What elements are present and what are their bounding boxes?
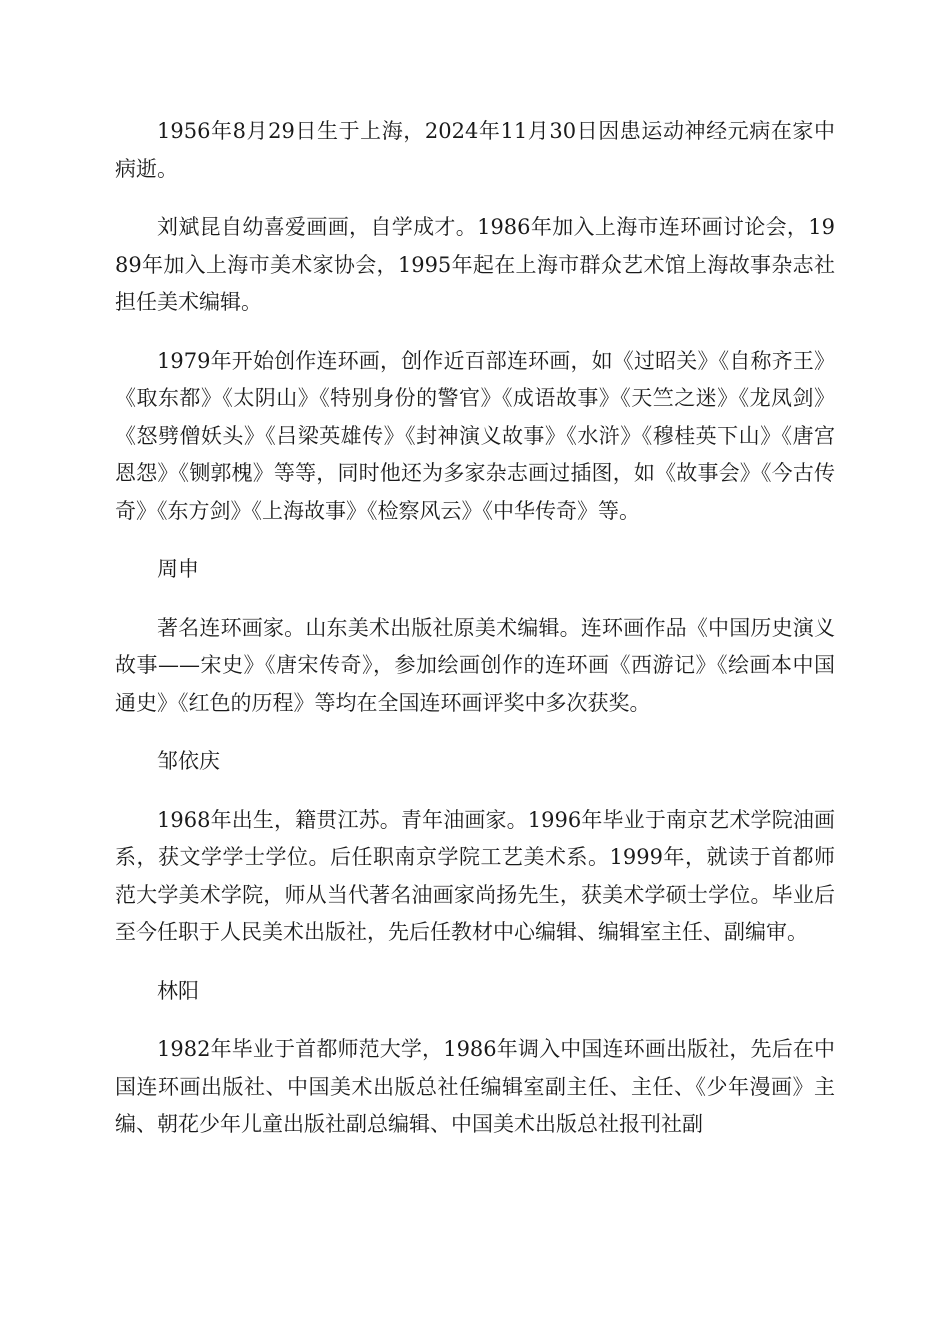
- artist-name-lin-yang: 林阳: [157, 978, 199, 1003]
- artist-name-zou-yiqing: 邹依庆: [157, 749, 220, 773]
- bio-paragraph-liu-binkun-career: 刘斌昆自幼喜爱画画，自学成才。1986年加入上海市连环画讨论会，1989年加入上海市美术家协会，1995年起在上海市群众艺术馆上海故事杂志社担任美术编辑。: [115, 215, 835, 314]
- bio-paragraph-liu-binkun-dates: 1956年8月29日生于上海，2024年11月30日因患运动神经元病在家中病逝。: [115, 119, 835, 181]
- bio-paragraph-zhou-shen: 著名连环画家。山东美术出版社原美术编辑。连环画作品《中国历史演义故事——宋史》《唐宋传奇》，参加绘画创作的连环画《西游记》《绘画本中国通史》《红色的历程》等均在全国连环画评奖中多次获奖。: [115, 615, 835, 715]
- bio-paragraph-lin-yang: 1982年毕业于首都师范大学，1986年调入中国连环画出版社，先后在中国连环画出版社、中国美术出版总社任编辑室副主任、主任、《少年漫画》主编、朝花少年儿童出版社副总编辑、中国美术出版总社报刊社副: [115, 1037, 835, 1136]
- bio-paragraph-zou-yiqing: 1968年出生，籍贯江苏。青年油画家。1996年毕业于南京艺术学院油画系，获文学学士学位。后任职南京学院工艺美术系。1999年，就读于首都师范大学美术学院，师从当代著名油画家尚扬先生，获美术学硕士学位。毕业后至今任职于人民美术出版社，先后任教材中心编辑、编辑室主任、副编审。: [115, 807, 835, 944]
- document-body: [115, 113, 835, 1165]
- artist-name-zhou-shen: 周申: [157, 557, 199, 581]
- bio-paragraph-liu-binkun-works: 1979年开始创作连环画，创作近百部连环画，如《过昭关》《自称齐王》《取东都》《太阴山》《特别身份的警官》《成语故事》《天竺之迷》《龙凤剑》《怒劈僧妖头》《吕梁英雄传》《封神演义故事》《水浒》《穆桂英下山》《唐宫恩怨》《铡郭槐》等等，同时他还为多家杂志画过插图，如《故事会》《今古传奇》《东方剑》《上海故事》《检察风云》《中华传奇》等。: [115, 348, 835, 523]
